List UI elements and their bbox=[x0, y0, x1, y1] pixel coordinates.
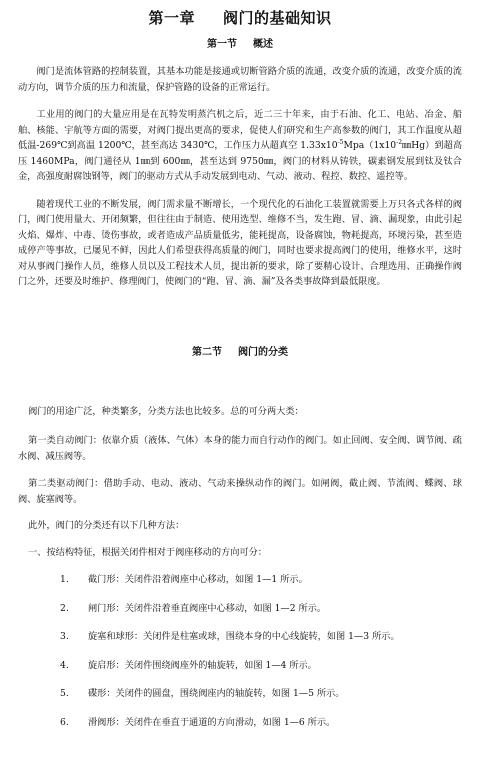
list-item-number: 4. bbox=[60, 659, 69, 671]
list-item-number: 5. bbox=[60, 688, 69, 699]
paragraph-other-methods: 此外，阀门的分类还有以下几种方法： bbox=[28, 520, 185, 531]
paragraph-history-mid: Mpa（1x10 bbox=[343, 140, 397, 151]
list-item-text: 旋塞和球形：关闭件是柱塞或球，围绕本身的中心线旋转，如图 1—3 所示。 bbox=[88, 631, 400, 642]
chapter-name: 阀门的基础知识 bbox=[223, 9, 332, 27]
paragraph-development: 随着现代工业的不断发展，阀门需求量不断增长，一个现代化的石油化工装置就需要上万只各式各样的阀门，阀门使用量大、开闭频繁，但往往由于制造、使用选型、维修不当，发生跑、冒、滴、漏现象，由此引起火焰、爆炸、中毒、烫伤事故，或者造成产品质量低劣，能耗提高，设备腐蚀，物耗提高，环境污染，甚至造成停产等事故，已屡见不鲜，因此人们希望获得高质量的阀门，同时也要求提高阀门的使用，维修水平，这时对从事阀门操作人员，维修人员以及工程技术人员，提出新的要求，除了要精心设计、合理选用、正确操作阀门之外，还要及时维护、修理阀门，使阀门的“跑、冒、滴、漏”及各类事故降到最低限度。 bbox=[18, 198, 462, 287]
list-item-number: 3. bbox=[60, 631, 69, 642]
list-item-number: 1. bbox=[60, 574, 69, 585]
section-2-title bbox=[18, 346, 462, 360]
list-item bbox=[18, 715, 462, 731]
paragraph-automatic-valves: 第一类自动阀门：依靠介质（液体、气体）本身的能力而自行动作的阀门。如止回阀、安全阀、调节阀、疏水阀、减压阀等。 bbox=[18, 435, 462, 462]
paragraph-history-text: 工业用的阀门的大量应用是在瓦特发明蒸汽机之后，近二三十年来，由于石油、化工、电站、冶金、船舶、核能、宇航等方面的需要，对阀门提出更高的要求，促使人们研究和生产高参数的阀门，其工作温度从超低温-269℃到高温 1200℃，甚至高达 3430℃，工作压力从超真空 1.33x10 bbox=[18, 109, 462, 151]
list-item bbox=[18, 658, 462, 674]
paragraph-classification-intro: 阀门的用途广泛，种类繁多，分类方法也比较多。总的可分两大类： bbox=[28, 405, 304, 417]
paragraph-driven-valves: 第二类驱动阀门：借助手动、电动、液动、气动来操纵动作的阀门。如闸阀，截止阀、节流阀、蝶阀、球阀、旋塞阀等。 bbox=[18, 478, 462, 505]
chapter-number: 第一章 bbox=[148, 9, 195, 27]
list-item-number: 6. bbox=[60, 716, 69, 728]
paragraph-definition: 阀门是流体管路的控制装置，其基本功能是接通或切断管路介质的流通，改变介质的流通，改变介质的流动方向，调节介质的压力和流量，保护管路的设备的正常运行。 bbox=[18, 66, 462, 93]
list-item-text: 碟形：关闭件的圆盘，围绕阀座内的轴旋转，如图 1—5 所示。 bbox=[88, 688, 345, 699]
list-item-text: 截门形：关闭件沿着阀座中心移动，如图 1—1 所示。 bbox=[88, 574, 308, 585]
exponent-2: -2 bbox=[396, 138, 403, 146]
list-item-text: 旋启形：关闭件围绕阀座外的轴旋转，如图 1—4 所示。 bbox=[88, 659, 317, 671]
section-1-name: 概述 bbox=[253, 39, 273, 50]
exponent-1: -5 bbox=[337, 138, 344, 146]
paragraph-structure-heading: 一、按结构特征，根据关闭件相对于阀座移动的方向可分： bbox=[28, 546, 267, 558]
list-item bbox=[18, 686, 462, 702]
section-2-name: 阀门的分类 bbox=[238, 346, 288, 358]
list-item bbox=[18, 629, 462, 645]
list-item-text: 滑阀形：关闭件在垂直于通道的方向滑动，如图 1—6 所示。 bbox=[88, 716, 336, 728]
list-item bbox=[18, 572, 462, 588]
list-item-text: 闸门形：关闭件沿着垂直阀座中心移动，如图 1—2 所示。 bbox=[88, 602, 327, 614]
section-1-title bbox=[18, 38, 462, 52]
list-item bbox=[18, 601, 462, 617]
paragraph-history bbox=[18, 107, 462, 185]
section-2-number: 第二节 bbox=[192, 346, 222, 358]
paragraph-history-rest: ㎜Hg）到超高压 1460MPa，阀门通径从 1㎜到 600㎜，甚至达到 9750㎜，阀门的材料从铸铁，碳素钢发展到钛及钛合金，高强度耐腐蚀钢等，阀门的驱动方式从手动发展到电动、气动、液动、程控、数控、遥控等。 bbox=[18, 140, 463, 182]
list-item-number: 2. bbox=[60, 602, 69, 614]
chapter-title bbox=[18, 8, 462, 28]
section-1-number: 第一节 bbox=[207, 39, 237, 50]
